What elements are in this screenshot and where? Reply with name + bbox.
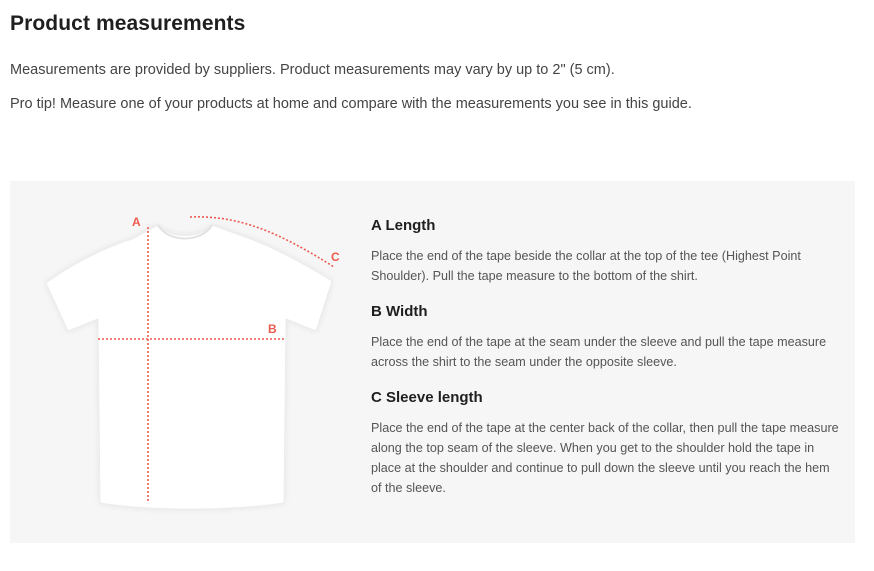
marker-a: A — [132, 215, 141, 229]
section-heading: C Sleeve length — [371, 389, 483, 406]
section-heading: B Width — [371, 303, 428, 320]
marker-b: B — [268, 322, 277, 336]
section-sleeve-length — [371, 389, 841, 498]
intro-text: Measurements are provided by suppliers. Product measurements may vary by up to 2" (5 cm). — [10, 62, 615, 78]
section-body: Place the end of the tape at the seam under the sleeve and pull the tape measure across the shirt to the seam under the opposite sleeve. — [371, 335, 827, 369]
section-width — [371, 303, 841, 372]
section-heading: A Length — [371, 217, 436, 234]
section-body: Place the end of the tape beside the collar at the top of the tee (Highest Point Shoulder). Pull the tape measure to the bottom of the shirt. — [371, 249, 801, 283]
tshirt-measurement-diagram — [10, 181, 370, 543]
tshirt-shape — [46, 225, 332, 509]
section-length — [371, 217, 841, 286]
section-body: Place the end of the tape at the center back of the collar, then pull the tape measure along the top seam of the sleeve. When you get to the shoulder hold the tape in place at the shoulder and continue to pull down the sleeve until you reach the hem of the sleeve. — [371, 421, 839, 495]
pro-tip-text: Pro tip! Measure one of your products at home and compare with the measurements you see in this guide. — [10, 96, 692, 112]
measurement-guide-panel — [10, 181, 855, 543]
page-title: Product measurements — [10, 12, 246, 35]
tshirt-illustration — [10, 181, 370, 543]
marker-c: C — [331, 250, 340, 264]
